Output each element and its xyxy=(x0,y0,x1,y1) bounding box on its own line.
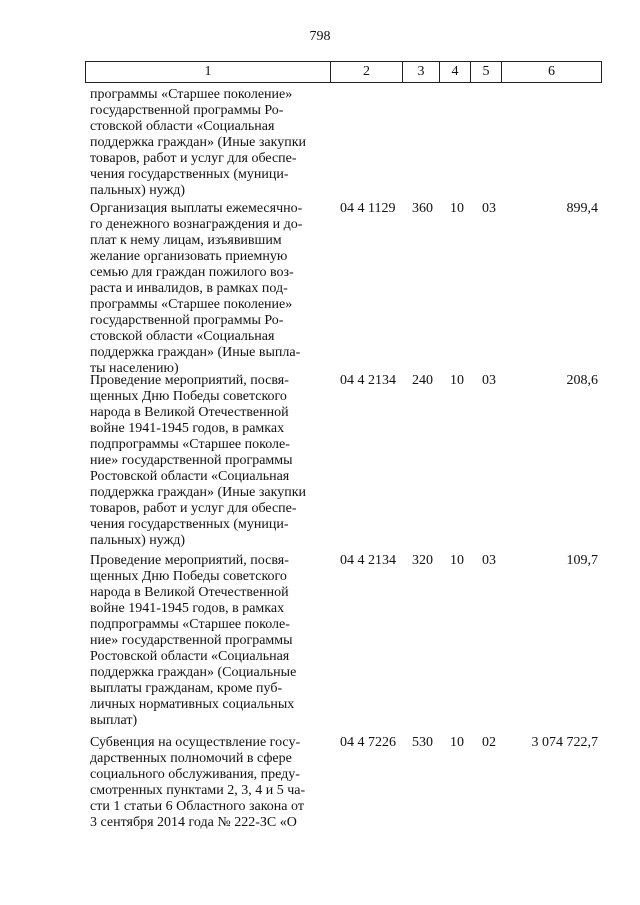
row-expense-type: 240 xyxy=(412,373,433,388)
row-description: программы «Старшее поколение» государственной программы Ро- стовской области «Социальная поддержка граждан» (Иные закупки товаров, работ и услуг для обеспе- чения государственных (муници- пальных) нужд) xyxy=(90,87,307,198)
row-expense-type: 360 xyxy=(412,201,433,216)
row-target-code: 04 4 1129 xyxy=(340,201,396,216)
row-amount: 3 074 722,7 xyxy=(531,735,598,750)
header-col-1: 1 xyxy=(86,62,331,83)
row-section: 10 xyxy=(450,735,464,750)
row-description: Проведение мероприятий, посвя- щенных Дню Победы советского народа в Великой Отечественной войне 1941-1945 годов, в рамках подпрограммы «Старшее поколе- ние» государственной программы Ростовской области «Социальная поддержка граждан» (Социальные выплаты гражданам, кроме пуб- личных нормативных социальных выплат) xyxy=(90,553,297,728)
row-expense-type: 320 xyxy=(412,553,433,568)
row-expense-type: 530 xyxy=(412,735,433,750)
row-target-code: 04 4 2134 xyxy=(340,553,396,568)
row-section: 10 xyxy=(450,553,464,568)
row-description: Проведение мероприятий, посвя- щенных Дню Победы советского народа в Великой Отечественной войне 1941-1945 годов, в рамках подпрограммы «Старшее поколе- ние» государственной программы Ростовской области «Социальная поддержка граждан» (Иные закупки товаров, работ и услуг для обеспе- чения государственных (муници- пальных) нужд) xyxy=(90,373,307,548)
row-section: 10 xyxy=(450,373,464,388)
header-col-4: 4 xyxy=(440,62,471,83)
row-section: 10 xyxy=(450,201,464,216)
row-target-code: 04 4 2134 xyxy=(340,373,396,388)
row-subsection: 02 xyxy=(482,735,496,750)
row-description: Организация выплаты ежемесячно- го денежного вознаграждения и до- плат к нему лицам, изъявившим желание организовать приемную семью для граждан пожилого воз- раста и инвалидов, в рамках под- программы «Старшее поколение» государственной программы Ро- стовской области «Социальная поддержка граждан» (Иные выпла- ты населению) xyxy=(90,201,303,376)
header-col-3: 3 xyxy=(403,62,440,83)
row-target-code: 04 4 7226 xyxy=(340,735,396,750)
header-col-5: 5 xyxy=(471,62,502,83)
page-number: 798 xyxy=(309,29,331,44)
row-subsection: 03 xyxy=(482,201,496,216)
header-col-6: 6 xyxy=(502,62,602,83)
row-description: Субвенция на осуществление госу- дарственных полномочий в сфере социального обслуживания, преду- смотренных пунктами 2, 3, 4 и 5 ча- сти 1 статьи 6 Областного закона от 3 сентября 2014 года № 222-ЗС «О xyxy=(90,735,306,830)
row-subsection: 03 xyxy=(482,553,496,568)
row-amount: 208,6 xyxy=(566,373,598,388)
row-amount: 109,7 xyxy=(566,553,598,568)
table-header xyxy=(85,61,602,83)
row-subsection: 03 xyxy=(482,373,496,388)
header-col-2: 2 xyxy=(331,62,403,83)
row-amount: 899,4 xyxy=(566,201,598,216)
